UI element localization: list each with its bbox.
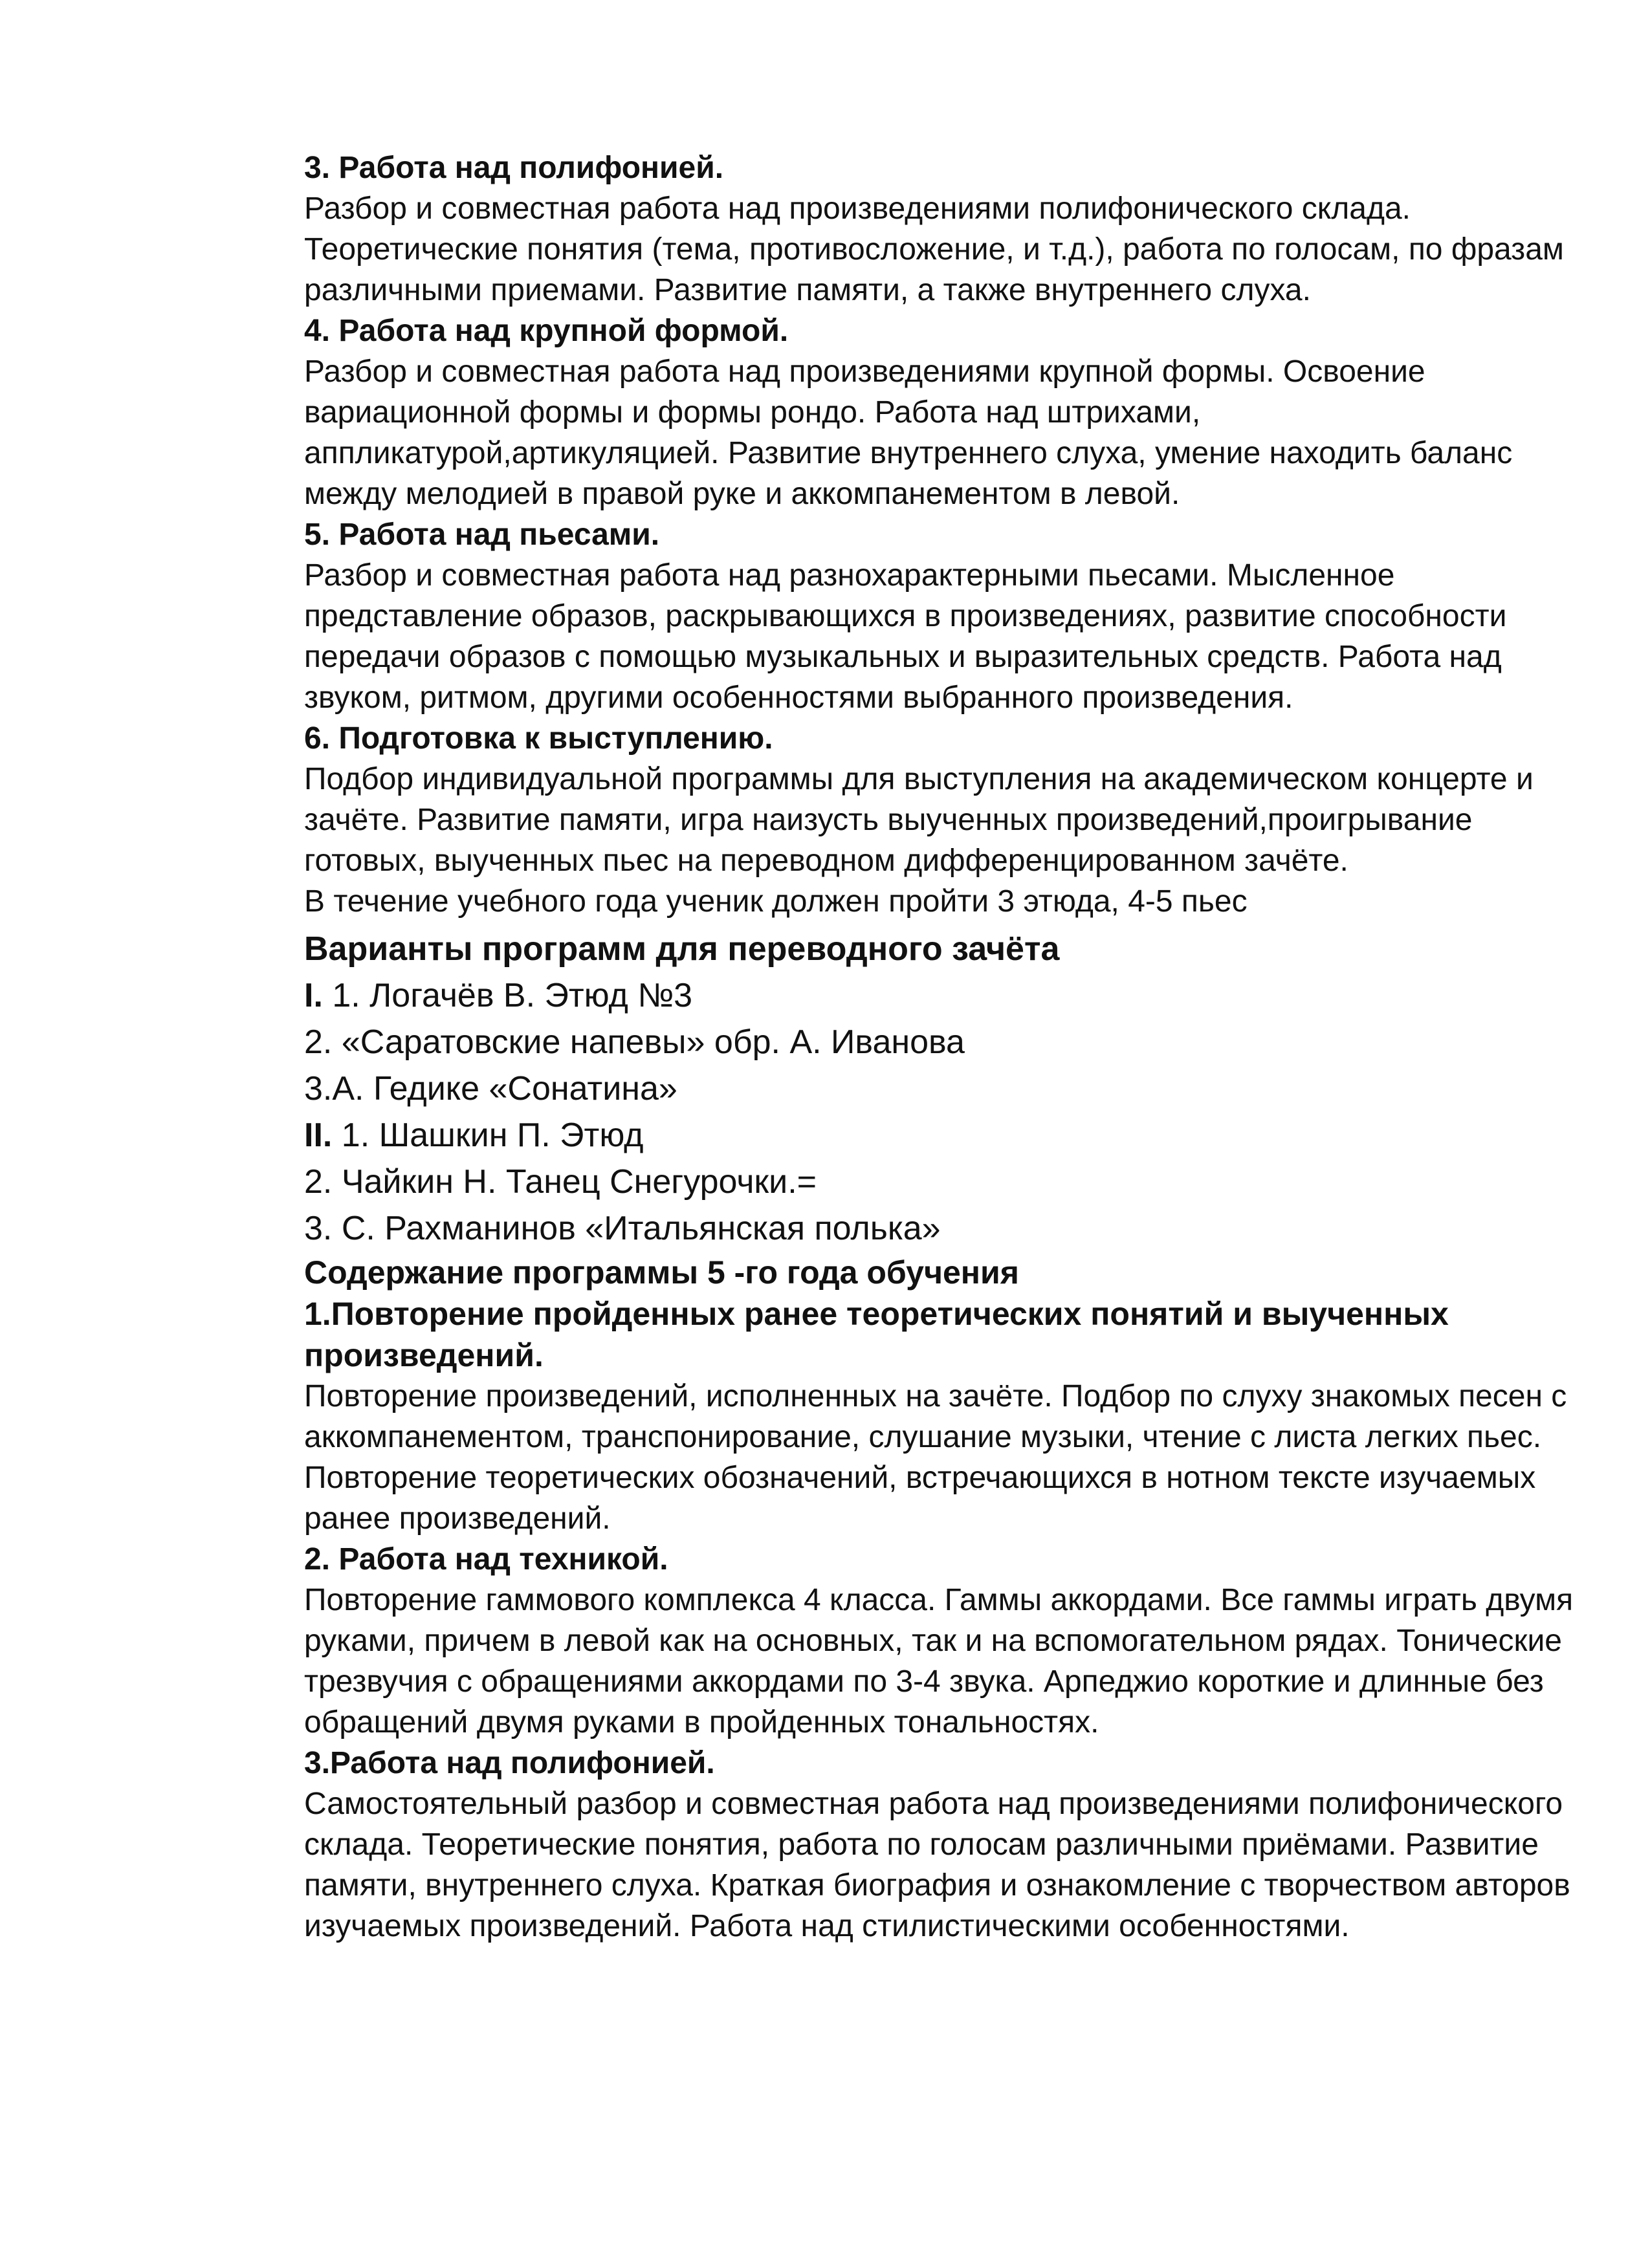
year-requirement-note: В течение учебного года ученик должен пройти 3 этюда, 4-5 пьес [304,884,1248,919]
section-heading: 3.Работа над полифонией. [304,1746,715,1780]
program-item [304,1019,1592,1065]
section-performance-prep [304,718,1592,881]
section-text: Разбор и совместная работа над произведениями полифонического склада. Теоретические понятия (тема, противосложение, и т.д.), работа по голосам, по фразам различными приемами. Развитие памяти, а также внутреннего слуха. [304,191,1564,307]
program-item-text: 2. Чайкин Н. Танец Снегурочки.= [304,1163,817,1201]
section-heading: 6. Подготовка к выступлению. [304,721,773,756]
section-technique [304,1539,1592,1743]
section-polyphony-year5 [304,1743,1592,1946]
section-heading: 3. Работа над полифонией. [304,151,724,185]
program-item [304,1112,1592,1159]
program-item-text: 3. С. Рахманинов «Итальянская полька» [304,1210,941,1247]
section-pieces [304,514,1592,718]
section-repetition [304,1293,1592,1539]
program-item [304,1159,1592,1205]
section-large-form [304,311,1592,514]
section-text: Самостоятельный разбор и совместная работа над произведениями полифонического склада. Теоретические понятия, работа по голосам различными приёмами. Развитие памяти, внутреннего слуха. Краткая биография и ознакомление с творчеством авторов изучаемых произведений. Работа над стилистическими особенностями. [304,1787,1570,1943]
section-text: Разбор и совместная работа над разнохарактерными пьесами. Мысленное представление образов, раскрывающихся в произведениях, развитие способности передачи образов с помощью музыкальных и выразительных средств. Работа над звуком, ритмом, другими особенностями выбранного произведения. [304,558,1507,715]
program-item [304,1205,1592,1252]
program-variant-number: II. [304,1117,333,1154]
program-list [304,972,1592,1252]
section-text: Повторение произведений, исполненных на зачёте. Подбор по слуху знакомых песен с аккомпанементом, транспонирование, слушание музыки, чтение с листа легких пьес. Повторение теоретических обозначений, встречающихся в нотном тексте изучаемых ранее произведений. [304,1379,1567,1536]
program-item-text: 3.А. Гедике «Сонатина» [304,1070,677,1107]
section-heading: 5. Работа над пьесами. [304,518,660,552]
section-text: Разбор и совместная работа над произведениями крупной формы. Освоение вариационной формы и формы рондо. Работа над штрихами, аппликатурой,артикуляцией. Развитие внутреннего слуха, умение находить баланс между мелодией в правой руке и аккомпанементом в левой. [304,354,1513,511]
section-text: Повторение гаммового комплекса 4 класса. Гаммы аккордами. Все гаммы играть двумя руками, причем в левой как на основных, так и на вспомогательном рядах. Тонические трезвучия с обращениями аккордами по 3-4 звука. Арпеджио короткие и длинные без обращений двумя руками в пройденных тональностях. [304,1583,1574,1739]
section-heading: 2. Работа над техникой. [304,1542,668,1576]
document-page [304,147,1592,1946]
program-variant-number: I. [304,977,323,1014]
content-heading: Содержание программы 5 -го года обучения [304,1254,1019,1291]
program-item-text: 1. Логачёв В. Этюд №3 [322,977,693,1014]
section-polyphony [304,147,1592,311]
section-heading: 4. Работа над крупной формой. [304,314,789,348]
section-heading: 1.Повторение пройденных ранее теоретических понятий и выученных произведений. [304,1296,1449,1373]
program-item [304,972,1592,1019]
program-item-text: 2. «Саратовские напевы» обр. А. Иванова [304,1023,965,1061]
programs-heading: Варианты программ для переводного зачёта [304,930,1060,968]
section-text: Подбор индивидуальной программы для выступления на академическом концерте и зачёте. Развитие памяти, игра наизусть выученных произведений,проигрывание готовых, выученных пьес на переводном дифференцированном зачёте. [304,762,1534,878]
program-item [304,1065,1592,1112]
program-item-text: 1. Шашкин П. Этюд [332,1117,644,1154]
